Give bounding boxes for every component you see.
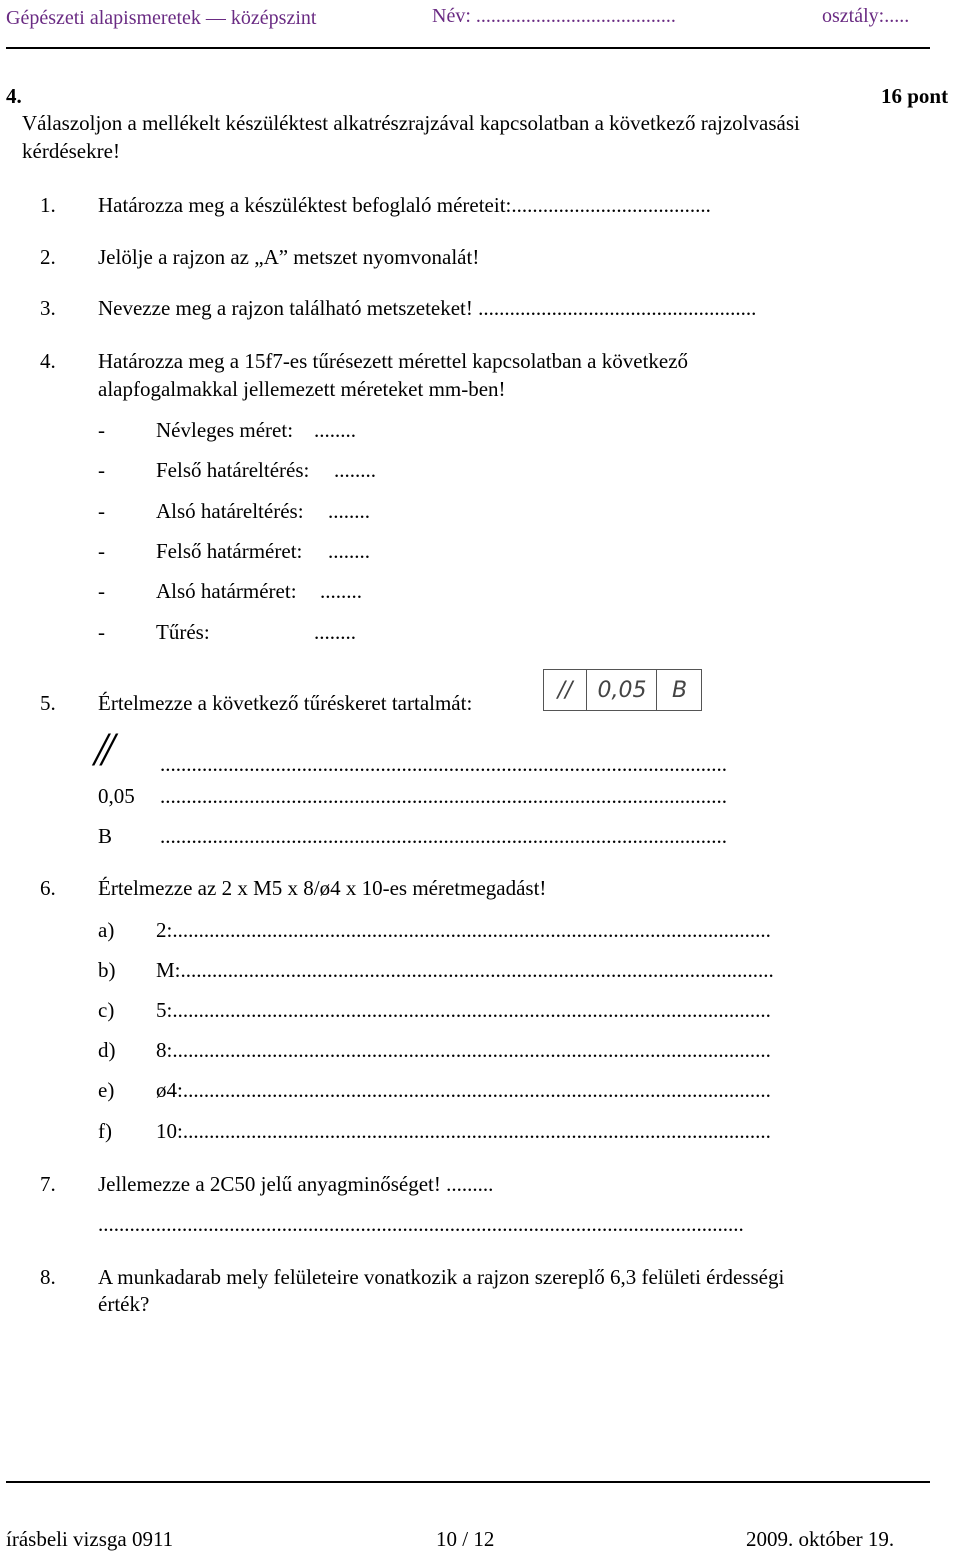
q6-item-text: ø4:................................................................................................................ <box>156 1078 771 1102</box>
q4-item-dash: - <box>98 539 105 563</box>
header-name-field: Név: ........................................ <box>432 5 676 27</box>
q6-item-text: 2:.................................................................................................................. <box>156 918 771 942</box>
parallelism-icon: // <box>94 723 109 776</box>
header-title: Gépészeti alapismeretek — középszint <box>6 7 317 29</box>
header-rule <box>6 47 930 49</box>
q5-number: 5. <box>40 691 56 715</box>
datum-letter: B <box>656 670 702 710</box>
task-intro-line1: Válaszoljon a mellékelt készüléktest alkatrészrajzával kapcsolatban a következő rajzolvasási <box>22 111 800 135</box>
q4-number: 4. <box>40 349 56 373</box>
q6-item-letter: c) <box>98 998 115 1022</box>
q6-item-text: 8:.................................................................................................................. <box>156 1038 771 1062</box>
q4-item-label: Felső határeltérés: <box>156 458 310 482</box>
q1-text: Határozza meg a készüléktest befoglaló méreteit:...................................... <box>98 193 711 217</box>
q4-item-dots: ........ <box>328 539 370 563</box>
q4-item-label: Felső határméret: <box>156 539 303 563</box>
q4-item-dots: ........ <box>334 458 376 482</box>
q8-line1: A munkadarab mely felületeire vonatkozik a rajzon szereplő 6,3 felületi érdességi <box>98 1265 785 1289</box>
q8-number: 8. <box>40 1265 56 1289</box>
q5-text: Értelmezze a következő tűréskeret tartalmát: <box>98 691 473 715</box>
q4-item-dots: ........ <box>314 620 356 644</box>
task-points: 16 pont <box>881 84 949 108</box>
q6-text: Értelmezze az 2 x M5 x 8/ø4 x 10-es méretmegadást! <box>98 876 547 900</box>
q6-item-letter: f) <box>98 1119 112 1143</box>
q2-text: Jelölje a rajzon az „A” metszet nyomvonalát! <box>98 245 480 269</box>
q4-item-dash: - <box>98 499 105 523</box>
q3-text: Nevezze meg a rajzon található metszeteket! ..................................................... <box>98 296 757 320</box>
q4-line2: alapfogalmakkal jellemezett méreteket mm-ben! <box>98 377 506 401</box>
q5-item-dots: ............................................................................................................ <box>160 824 727 848</box>
task-number: 4. <box>6 84 22 108</box>
q7-number: 7. <box>40 1172 56 1196</box>
q6-item-letter: b) <box>98 958 116 982</box>
q5-item-dots: ............................................................................................................ <box>160 784 727 808</box>
q5-item-label: 0,05 <box>98 784 135 808</box>
q6-item-letter: e) <box>98 1078 115 1102</box>
q3-number: 3. <box>40 296 56 320</box>
q8-line2: érték? <box>98 1292 150 1316</box>
q6-item-text: 5:.................................................................................................................. <box>156 998 771 1022</box>
q4-item-dash: - <box>98 458 105 482</box>
q6-item-text: 10:................................................................................................................ <box>156 1119 771 1143</box>
q4-item-label: Alsó határméret: <box>156 579 297 603</box>
task-intro-line2: kérdésekre! <box>22 139 120 163</box>
q4-item-dots: ........ <box>314 418 356 442</box>
q4-item-label: Tűrés: <box>156 620 210 644</box>
q4-item-label: Alsó határeltérés: <box>156 499 304 523</box>
q4-item-dash: - <box>98 579 105 603</box>
q6-number: 6. <box>40 876 56 900</box>
footer-rule <box>6 1481 930 1483</box>
tolerance-value: 0,05 <box>586 670 657 710</box>
q6-item-text: M:................................................................................................................. <box>156 958 774 982</box>
q7-text: Jellemezze a 2C50 jelű anyagminőséget! ......... <box>98 1172 494 1196</box>
q4-item-dash: - <box>98 418 105 442</box>
header-class-field: osztály:..... <box>822 5 910 27</box>
q5-item-dots: ............................................................................................................ <box>160 752 727 776</box>
q4-item-label: Névleges méret: <box>156 418 294 442</box>
q5-item-label: B <box>98 824 113 848</box>
footer-left: írásbeli vizsga 0911 <box>6 1527 174 1551</box>
q6-item-letter: d) <box>98 1038 116 1062</box>
footer-page-number: 10 / 12 <box>436 1527 495 1551</box>
q4-line1: Határozza meg a 15f7-es tűrésezett mérettel kapcsolatban a következő <box>98 349 689 373</box>
q4-item-dash: - <box>98 620 105 644</box>
q6-item-letter: a) <box>98 918 115 942</box>
q4-item-dots: ........ <box>320 579 362 603</box>
q7-dots: ........................................................................................................................... <box>98 1212 744 1236</box>
tolerance-frame <box>543 669 702 711</box>
q1-number: 1. <box>40 193 56 217</box>
q4-item-dots: ........ <box>328 499 370 523</box>
footer-date: 2009. október 19. <box>746 1527 895 1551</box>
q2-number: 2. <box>40 245 56 269</box>
parallelism-symbol: // <box>557 677 573 703</box>
